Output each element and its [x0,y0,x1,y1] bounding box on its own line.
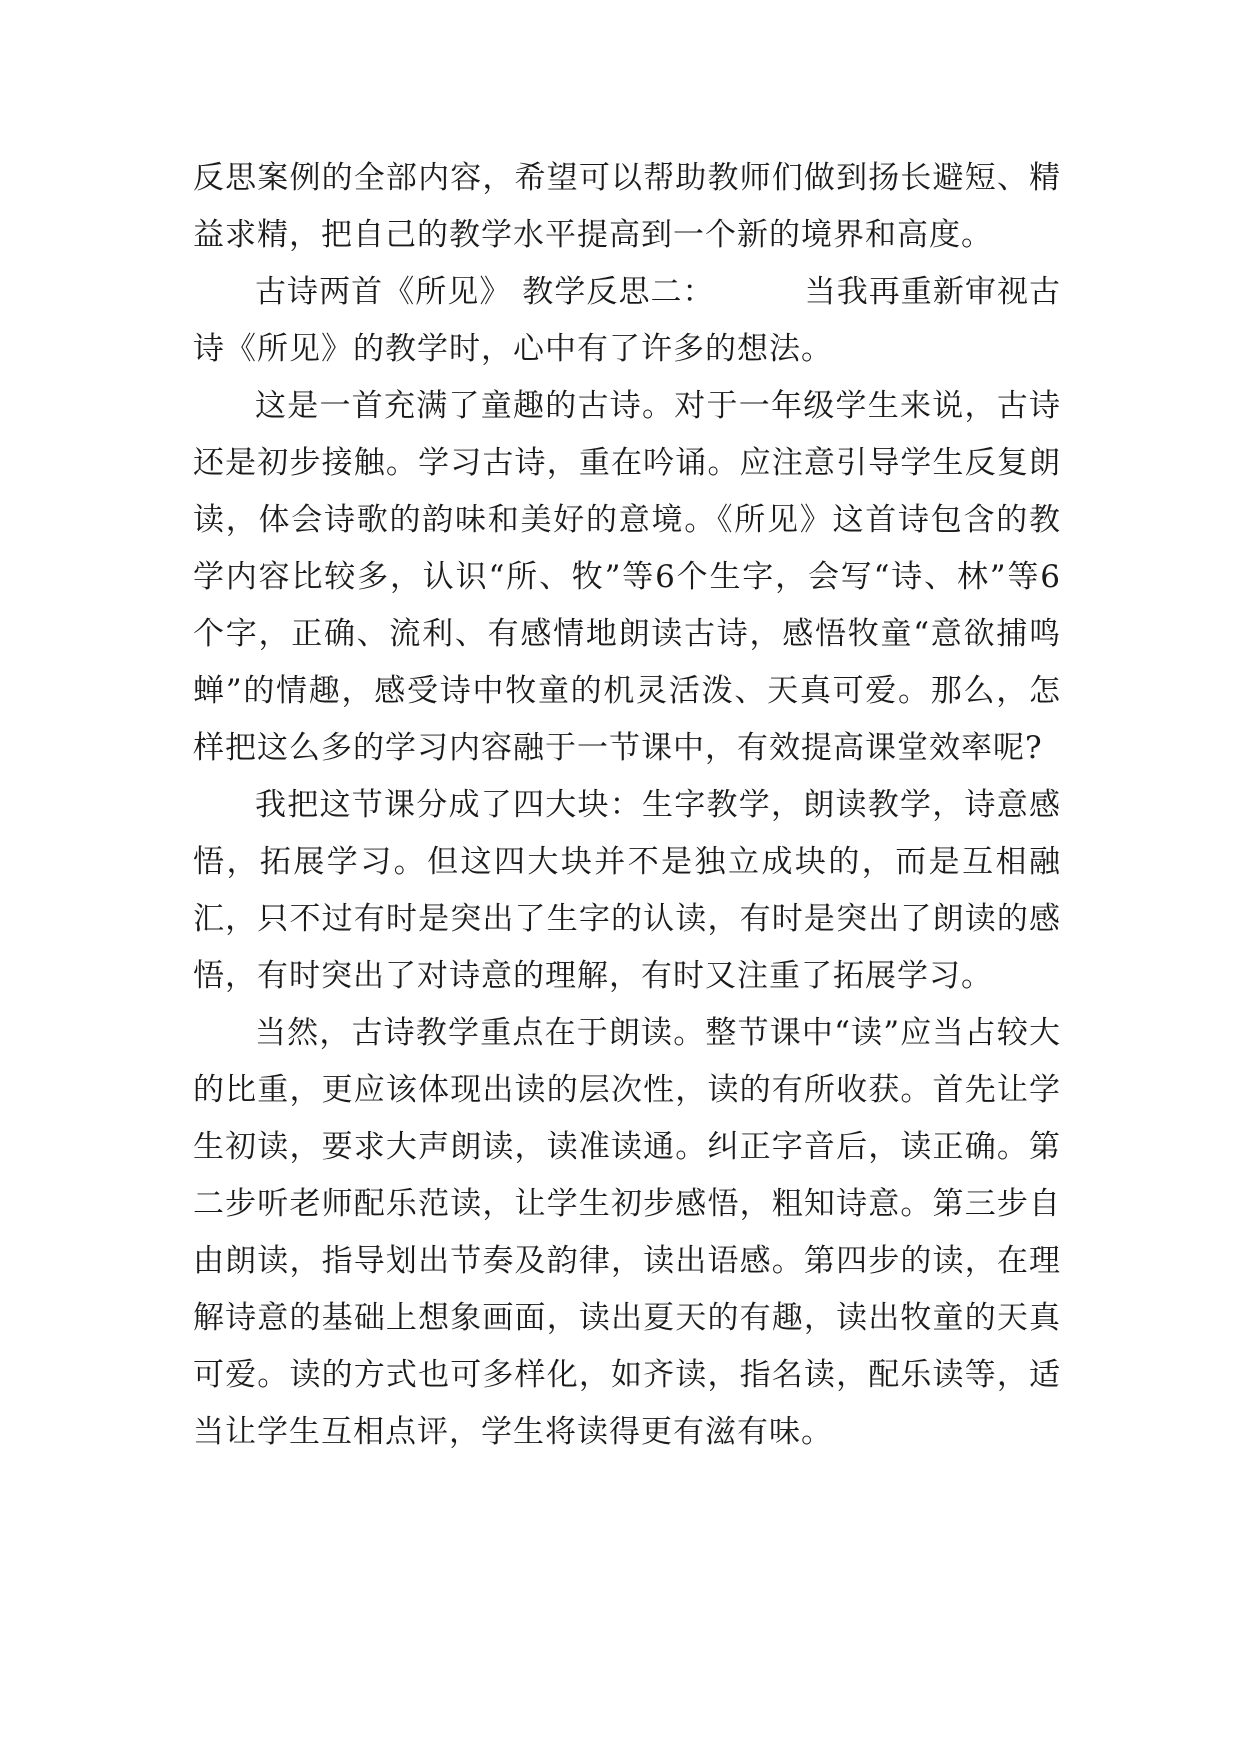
section-intro: 当我再重新审视古诗《所见》的教学时，心中有了许多的想法。 [193,274,1062,367]
section-title: 古诗两首《所见》 教学反思二： [255,274,715,310]
paragraph-continuation: 反思案例的全部内容，希望可以帮助教师们做到扬长避短、精益求精，把自己的教学水平提高到一个新的境界和高度。 [193,160,1061,253]
paragraph-section-heading [193,264,1061,378]
paragraph-body-2: 我把这节课分成了四大块：生字教学，朗读教学，诗意感悟，拓展学习。但这四大块并不是独立成块的，而是互相融汇，只不过有时是突出了生字的认读，有时是突出了朗读的感悟，有时突出了对诗意的理解，有时又注重了拓展学习。 [193,787,1061,994]
document-body [193,150,1061,1461]
paragraph-body-3: 当然，古诗教学重点在于朗读。整节课中“读”应当占较大的比重，更应该体现出读的层次性，读的有所收获。首先让学生初读，要求大声朗读，读准读通。纠正字音后，读正确。第二步听老师配乐范读，让学生初步感悟，粗知诗意。第三步自由朗读，指导划出节奏及韵律，读出语感。第四步的读，在理解诗意的基础上想象画面，读出夏天的有趣，读出牧童的天真可爱。读的方式也可多样化，如齐读，指名读，配乐读等，适当让学生互相点评，学生将读得更有滋有味。 [193,1015,1061,1450]
paragraph-body-1: 这是一首充满了童趣的古诗。对于一年级学生来说，古诗还是初步接触。学习古诗，重在吟诵。应注意引导学生反复朗读，体会诗歌的韵味和美好的意境。《所见》这首诗包含的教学内容比较多，认识“所、牧”等6个生字，会写“诗、林”等6个字，正确、流利、有感情地朗读古诗，感悟牧童“意欲捕鸣蝉”的情趣，感受诗中牧童的机灵活泼、天真可爱。那么，怎样把这么多的学习内容融于一节课中，有效提高课堂效率呢? [193,388,1061,766]
